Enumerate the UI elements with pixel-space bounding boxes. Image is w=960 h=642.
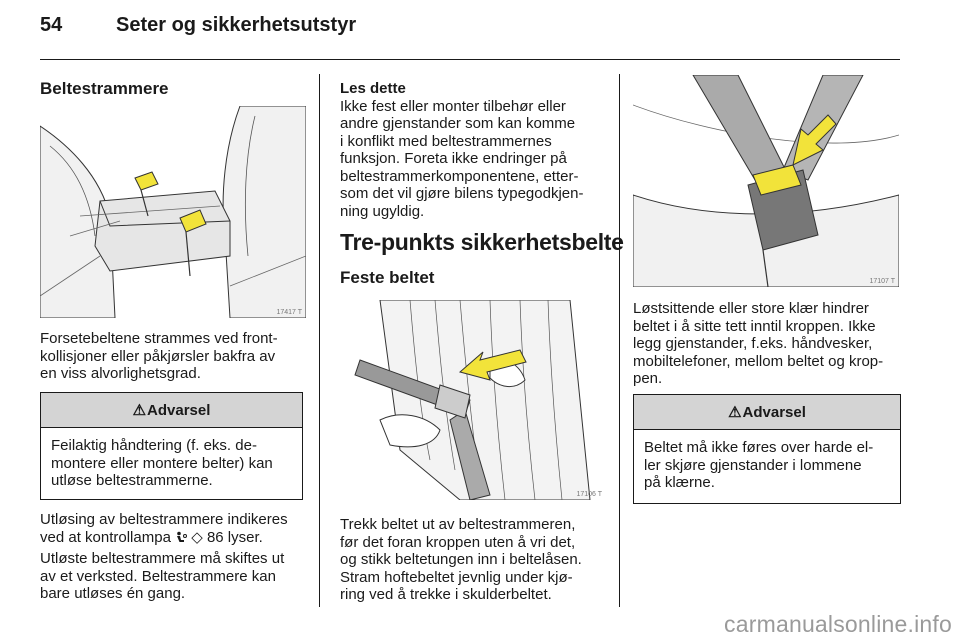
warning-box <box>40 392 303 500</box>
figure-fasten-belt <box>340 300 606 500</box>
text-line: Trekk beltet ut av beltestrammeren, <box>340 516 576 533</box>
figure-id: 17107 T <box>869 278 895 285</box>
text-line: funksjon. Foreta ikke endringer på <box>340 150 567 167</box>
paragraph-replacement <box>40 550 315 603</box>
text-line: av et verksted. Beltestrammere kan <box>40 567 276 585</box>
text-line: i konflikt med beltestrammernes <box>340 132 552 150</box>
figure-belt-tensioner <box>40 106 306 318</box>
paragraph-fasten-instructions <box>340 516 615 604</box>
figure-buckle <box>633 75 899 287</box>
column-divider <box>619 74 620 607</box>
text-line: mobiltelefoner, mellom beltet og krop- <box>633 352 884 370</box>
text-line: som det vil gjøre bilens typegodkjen- <box>340 185 584 202</box>
text-line: bare utløses én gang. <box>40 585 186 602</box>
page-number: 54 <box>40 14 63 36</box>
paragraph-clothing <box>633 300 905 388</box>
text-line: utløse beltestrammerne. <box>51 472 213 489</box>
text-line: beltestrammerkomponentene, etter- <box>340 167 579 185</box>
subheading-fasten-belt: Feste beltet <box>340 268 435 287</box>
warning-title: Advarsel <box>742 403 806 421</box>
paragraph-indicator <box>40 511 315 546</box>
warning-title: Advarsel <box>147 401 211 419</box>
warning-triangle-icon: ⚠ <box>728 404 742 421</box>
text-line: ring ved å trekke i skulderbeltet. <box>340 586 552 603</box>
paragraph-tensioner-intro <box>40 330 310 383</box>
belt-tensioner-illustration <box>40 106 306 318</box>
text-line: Beltet må ikke føres over harde el- <box>644 439 874 456</box>
page-reference: ◇ 86 lyser. <box>187 528 263 546</box>
warning-box <box>633 394 901 504</box>
warning-header <box>634 395 900 430</box>
text-line: beltet i å sitte tett inntil kroppen. Ikke <box>633 317 876 335</box>
text-line: og stikk beltetungen inn i beltelåsen. <box>340 551 582 568</box>
text-line: Utløsing av beltestrammere indikeres <box>40 511 288 528</box>
text-line <box>40 529 315 547</box>
text-line: Løstsittende eller store klær hindrer <box>633 300 869 317</box>
text-line: Forsetebeltene strammes ved front- <box>40 330 278 347</box>
text-line: Stram hoftebeltet jevnlig under kjø- <box>340 568 573 586</box>
warning-triangle-icon: ⚠ <box>132 402 147 419</box>
watermark: carmanualsonline.info <box>724 611 952 637</box>
warning-text <box>41 428 302 500</box>
text-fragment: ved at kontrollampa <box>40 528 176 546</box>
column-divider <box>319 74 320 607</box>
figure-id: 17106 T <box>576 491 602 498</box>
note-box <box>340 80 610 220</box>
section-heading-three-point-belt: Tre-punkts sikkerhetsbelte <box>340 229 624 255</box>
text-line: Ikke fest eller monter tilbehør eller <box>340 97 566 115</box>
warning-header <box>41 393 302 428</box>
text-line: legg gjenstander, f.eks. håndvesker, <box>633 335 873 352</box>
note-title: Les dette <box>340 80 406 97</box>
text-line: kollisjoner eller påkjørsler bakfra av <box>40 347 276 365</box>
text-line: Feilaktig håndtering (f. eks. de- <box>51 437 257 454</box>
section-heading-beltestrammere: Beltestrammere <box>40 79 169 98</box>
figure-id: 17417 T <box>276 309 302 316</box>
buckle-illustration <box>633 75 899 287</box>
header-rule <box>40 59 900 60</box>
text-line: ler skjøre gjenstander i lommene <box>644 456 862 474</box>
airbag-warning-icon <box>175 531 187 544</box>
warning-text <box>634 430 900 502</box>
text-line: på klærne. <box>644 474 715 491</box>
text-line: montere eller montere belter) kan <box>51 454 273 472</box>
text-line: ning ugyldig. <box>340 202 425 220</box>
fasten-belt-illustration <box>340 300 606 500</box>
text-line: andre gjenstander som kan komme <box>340 115 576 132</box>
page-title: Seter og sikkerhetsutstyr <box>116 14 357 36</box>
text-line: Utløste beltestrammere må skiftes ut <box>40 550 285 567</box>
text-line: før det foran kroppen uten å vri det, <box>340 533 576 551</box>
text-line: pen. <box>633 370 663 387</box>
text-line: en viss alvorlighetsgrad. <box>40 365 201 382</box>
